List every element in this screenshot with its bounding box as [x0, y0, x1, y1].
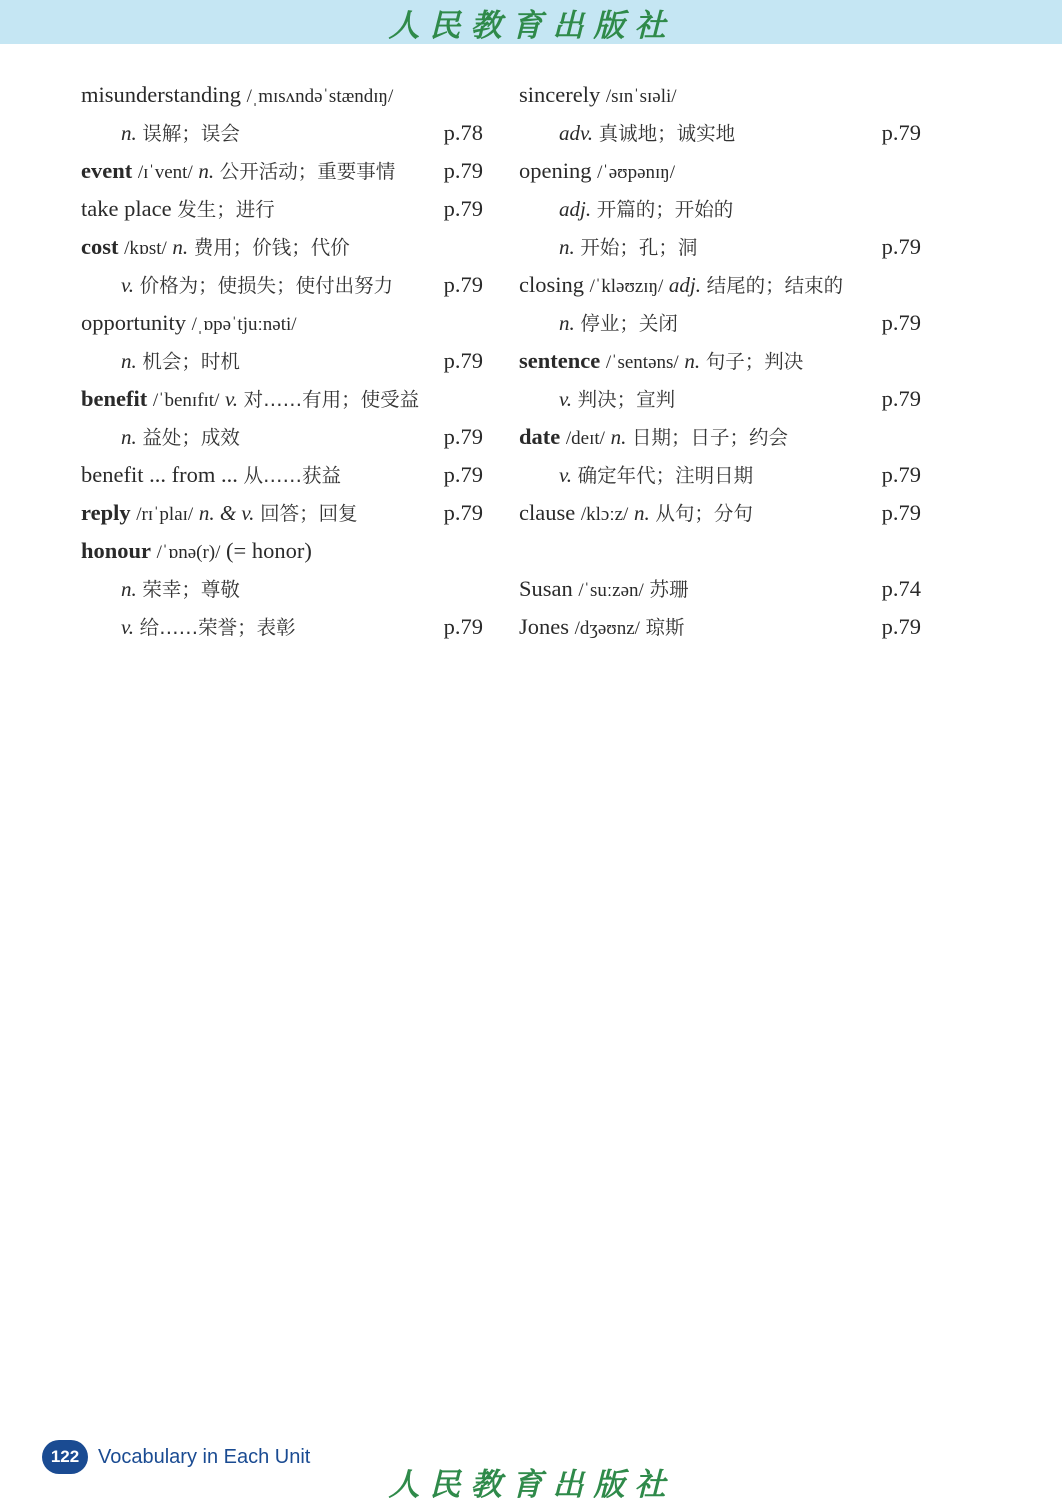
headword: clause — [519, 500, 576, 525]
definition: 句子；判决 — [705, 350, 804, 373]
vocab-entry — [519, 342, 921, 380]
definition: 真诚地；诚实地 — [598, 122, 736, 145]
page-reference: p.79 — [881, 386, 921, 411]
vocab-entry — [519, 266, 921, 304]
phonetic: /ˈkləʊzɪŋ/ — [589, 276, 664, 297]
headword: benefit ... from ... — [81, 462, 238, 487]
part-of-speech: n. — [121, 349, 137, 373]
headword: date — [519, 424, 561, 449]
definition: 给……荣誉；表彰 — [139, 616, 296, 639]
part-of-speech: n. — [121, 577, 137, 601]
vocab-entry — [81, 494, 483, 532]
vocab-entry — [81, 608, 483, 646]
part-of-speech: v. — [121, 273, 135, 297]
page-reference: p.79 — [443, 424, 483, 449]
definition: 费用；价钱；代价 — [193, 236, 350, 259]
phonetic: /sɪnˈsɪəli/ — [605, 86, 677, 107]
vocab-entry — [81, 342, 483, 380]
page-reference: p.79 — [881, 120, 921, 145]
page-number-badge: 122 — [42, 1440, 88, 1474]
vocab-entry — [519, 494, 921, 532]
page-reference: p.79 — [881, 234, 921, 259]
phonetic: /ˈəʊpənɪŋ/ — [597, 162, 675, 183]
headword: take place — [81, 196, 172, 221]
phonetic: /ˈsentəns/ — [605, 352, 679, 373]
vocab-entry — [81, 380, 483, 418]
headword: opportunity — [81, 310, 186, 335]
page-reference: p.74 — [881, 576, 921, 601]
definition: 机会；时机 — [142, 350, 240, 373]
part-of-speech: v. — [559, 463, 573, 487]
phonetic: /rɪˈplaɪ/ — [136, 504, 194, 525]
headword: event — [81, 158, 133, 183]
phonetic: /kɒst/ — [124, 238, 167, 259]
headword: closing — [519, 272, 584, 297]
vocab-entry — [519, 114, 921, 152]
vocab-entry — [81, 532, 483, 570]
page-reference: p.78 — [443, 120, 483, 145]
definition: 对……有用；使受益 — [243, 388, 420, 411]
publisher-logo-footer: 人民教育出版社 — [388, 1466, 676, 1503]
definition: 从句；分句 — [655, 502, 753, 525]
vocab-entry — [81, 570, 483, 608]
definition: 停业；关闭 — [580, 312, 678, 335]
phonetic: /ˌɒpəˈtjuːnəti/ — [191, 314, 297, 335]
definition: 荣幸；尊敬 — [142, 578, 240, 601]
part-of-speech: n. — [684, 349, 701, 373]
vocab-entry — [81, 266, 483, 304]
definition: 确定年代；注明日期 — [577, 464, 754, 487]
page-reference: p.79 — [443, 462, 483, 487]
publisher-logo: 人民教育出版社 — [388, 7, 676, 44]
page-reference: p.79 — [881, 310, 921, 335]
headword: honour — [81, 538, 152, 563]
definition: 发生；进行 — [177, 198, 275, 221]
headword: benefit — [81, 386, 148, 411]
headword: sincerely — [519, 82, 601, 107]
definition: 回答；回复 — [260, 502, 358, 525]
part-of-speech: n. — [633, 501, 650, 525]
headword: Jones — [519, 614, 569, 639]
vocab-entry — [81, 114, 483, 152]
headword: reply — [81, 500, 131, 525]
definition: 误解；误会 — [142, 122, 240, 145]
part-of-speech: adj. — [668, 273, 701, 297]
vocab-entry — [519, 152, 921, 190]
definition: 益处；成效 — [142, 426, 240, 449]
page-reference: p.79 — [443, 614, 483, 639]
vocab-entry — [519, 456, 921, 494]
headword: Susan — [519, 576, 573, 601]
headword: misunderstanding — [81, 82, 241, 107]
vocab-entry — [81, 228, 483, 266]
section-title: Vocabulary in Each Unit — [98, 1446, 311, 1468]
part-of-speech: n. — [559, 235, 575, 259]
page-reference: p.79 — [443, 500, 483, 525]
part-of-speech: n. — [198, 159, 215, 183]
vocab-entry — [519, 228, 921, 266]
vocab-entry — [81, 152, 483, 190]
definition: 琼斯 — [645, 616, 685, 639]
definition: 苏珊 — [649, 578, 689, 601]
phonetic: /deɪt/ — [565, 428, 605, 449]
definition: 开篇的；开始的 — [596, 198, 734, 221]
vocab-entry — [519, 304, 921, 342]
page-reference: p.79 — [443, 158, 483, 183]
vocab-entry — [81, 456, 483, 494]
vocab-entry — [81, 304, 483, 342]
vocab-entry — [81, 190, 483, 228]
page-reference: p.79 — [443, 196, 483, 221]
phonetic: /dʒəʊnz/ — [574, 618, 640, 639]
phonetic: /ˈsuːzən/ — [578, 580, 644, 601]
part-of-speech: n. — [121, 121, 137, 145]
part-of-speech: n. — [121, 425, 137, 449]
variant-spelling: (= honor) — [226, 538, 312, 563]
page-reference: p.79 — [881, 500, 921, 525]
headword: sentence — [519, 348, 601, 373]
definition: 日期；日子；约会 — [631, 426, 788, 449]
definition: 结尾的；结束的 — [706, 274, 844, 297]
vocab-entry — [81, 418, 483, 456]
phonetic: /ɪˈvent/ — [137, 162, 193, 183]
part-of-speech: v. — [559, 387, 573, 411]
part-of-speech: n. — [610, 425, 627, 449]
part-of-speech: adj. — [559, 197, 592, 221]
part-of-speech: n. — [172, 235, 189, 259]
vocab-entry — [519, 380, 921, 418]
definition: 从……获益 — [243, 464, 341, 487]
vocab-entry — [519, 190, 921, 228]
vocab-entry — [519, 608, 921, 646]
page-reference: p.79 — [443, 272, 483, 297]
phonetic: /ˈbenɪfɪt/ — [152, 390, 220, 411]
vocab-column-right — [519, 76, 921, 646]
definition: 判决；宣判 — [577, 388, 676, 411]
phonetic: /ˈɒnə(r)/ — [156, 542, 221, 563]
headword: opening — [519, 158, 592, 183]
spacer — [519, 532, 921, 570]
definition: 价格为；使损失；使付出努力 — [139, 274, 394, 297]
page-reference: p.79 — [881, 614, 921, 639]
vocab-entry — [519, 570, 921, 608]
part-of-speech: v. — [224, 387, 238, 411]
vocab-entry — [519, 418, 921, 456]
vocab-entry — [81, 76, 483, 114]
phonetic: /klɔːz/ — [580, 504, 629, 525]
part-of-speech: v. — [121, 615, 135, 639]
part-of-speech: n. — [559, 311, 575, 335]
page-reference: p.79 — [881, 462, 921, 487]
page-reference: p.79 — [443, 348, 483, 373]
part-of-speech: adv. — [559, 121, 594, 145]
headword: cost — [81, 234, 119, 259]
part-of-speech: n. & v. — [198, 501, 255, 525]
definition: 开始；孔；洞 — [580, 236, 698, 259]
definition: 公开活动；重要事情 — [219, 160, 396, 183]
phonetic: /ˌmɪsʌndəˈstændɪŋ/ — [246, 86, 394, 107]
vocab-entry — [519, 76, 921, 114]
vocab-column-left — [81, 76, 483, 646]
